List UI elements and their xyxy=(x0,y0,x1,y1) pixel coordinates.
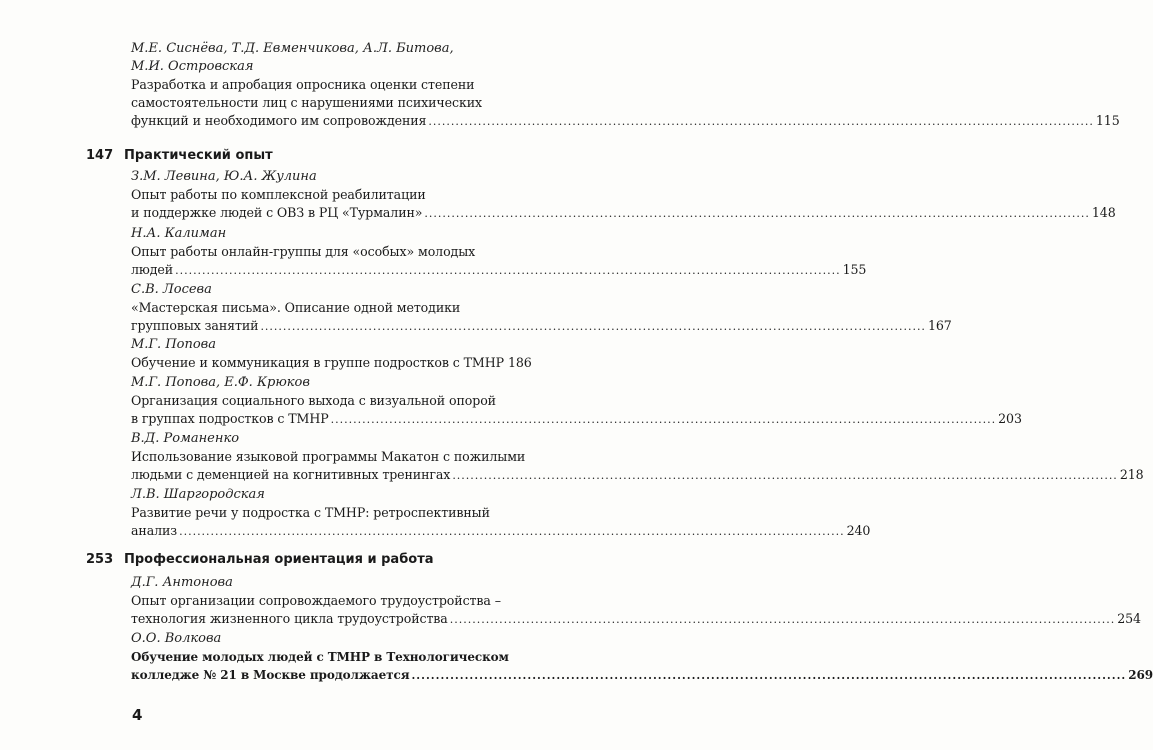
section-title: Профессиональная ориентация и работа xyxy=(124,552,434,567)
toc-entry[interactable] xyxy=(131,374,1022,429)
entry-title: Опыт работы по комплексной реабилитации xyxy=(131,187,426,202)
entry-title: Опыт организации сопровождаемого трудоустройства – xyxy=(131,593,501,608)
toc-entry[interactable] xyxy=(131,574,1141,629)
entry-title: колледже № 21 в Москве продолжается xyxy=(131,668,410,682)
entry-title-last-line xyxy=(131,466,1144,485)
entry-authors: М.Е. Сиснёва, Т.Д. Евменчикова, А.Л. Битова, xyxy=(131,41,454,56)
section-title: Практический опыт xyxy=(124,148,273,163)
entry-title: самостоятельности лиц с нарушениями психических xyxy=(131,95,483,110)
entry-title-last-line xyxy=(131,666,1153,685)
entry-page-number[interactable]: 240 xyxy=(846,523,871,538)
toc-entry[interactable] xyxy=(131,430,1144,485)
entry-title: Развитие речи у подростка с ТМНР: ретроспективный xyxy=(131,505,490,520)
entry-title: Обучение и коммуникация в группе подростков с ТМНР xyxy=(131,355,504,370)
dot-leader xyxy=(179,523,845,541)
entry-title: Обучение молодых людей с ТМНР в Технологическом xyxy=(131,650,509,664)
entry-title: анализ xyxy=(131,523,178,538)
toc-entry[interactable] xyxy=(131,486,871,541)
section-number: 147 xyxy=(86,148,114,163)
page-number: 4 xyxy=(132,706,143,724)
entry-title: технология жизненного цикла трудоустройства xyxy=(131,611,448,626)
entry-title-last-line xyxy=(131,354,532,373)
entry-title-last-line xyxy=(131,610,1141,629)
entry-page-number[interactable]: 115 xyxy=(1095,113,1120,128)
entry-title-last-line xyxy=(131,204,1116,223)
entry-authors: С.В. Лосева xyxy=(131,282,212,297)
entry-page-number[interactable]: 167 xyxy=(927,318,952,333)
entry-page-number[interactable]: 218 xyxy=(1119,467,1144,482)
dot-leader xyxy=(452,467,1118,485)
entry-page-number[interactable]: 186 xyxy=(507,355,532,370)
section-heading[interactable] xyxy=(86,551,434,569)
dot-leader xyxy=(175,262,841,280)
entry-title: людей xyxy=(131,262,174,277)
entry-authors: В.Д. Романенко xyxy=(131,431,240,446)
section-heading[interactable] xyxy=(86,147,273,165)
entry-authors: З.М. Левина, Ю.А. Жулина xyxy=(131,169,317,184)
entry-authors: М.И. Островская xyxy=(131,59,254,74)
entry-title-last-line xyxy=(131,410,1022,429)
entry-authors: Л.В. Шаргородская xyxy=(131,487,265,502)
toc-entry[interactable] xyxy=(131,281,952,336)
entry-title: в группах подростков с ТМНР xyxy=(131,411,329,426)
entry-title-last-line xyxy=(131,317,952,336)
entry-title: Использование языковой программы Макатон с пожилыми xyxy=(131,449,526,464)
entry-authors: О.О. Волкова xyxy=(131,631,222,646)
entry-title: Разработка и апробация опросника оценки степени xyxy=(131,77,475,92)
entry-title: «Мастерская письма». Описание одной методики xyxy=(131,300,461,315)
entry-title: функций и необходимого им сопровождения xyxy=(131,113,427,128)
entry-title: Опыт работы онлайн-группы для «особых» молодых xyxy=(131,244,476,259)
dot-leader xyxy=(411,667,1126,685)
entry-page-number[interactable]: 269 xyxy=(1128,668,1153,682)
entry-title: и поддержке людей с ОВЗ в РЦ «Турмалин» xyxy=(131,205,423,220)
entry-title: Организация социального выхода с визуальной опорой xyxy=(131,393,496,408)
dot-leader xyxy=(424,205,1090,223)
entry-authors: Д.Г. Антонова xyxy=(131,575,233,590)
entry-page-number[interactable]: 203 xyxy=(998,411,1022,426)
toc-entry[interactable] xyxy=(131,40,1120,131)
toc-entry[interactable] xyxy=(131,225,867,280)
entry-title-last-line xyxy=(131,112,1120,131)
entry-page-number[interactable]: 155 xyxy=(842,262,867,277)
entry-title: групповых занятий xyxy=(131,318,259,333)
toc-entry[interactable] xyxy=(131,336,532,373)
entry-title: людьми с деменцией на когнитивных тренингах xyxy=(131,467,451,482)
dot-leader xyxy=(331,411,997,429)
entry-title-last-line xyxy=(131,261,867,280)
entry-page-number[interactable]: 148 xyxy=(1091,205,1116,220)
section-number: 253 xyxy=(86,552,114,567)
dot-leader xyxy=(260,318,926,336)
paper-speck xyxy=(580,272,582,274)
dot-leader xyxy=(428,113,1094,131)
entry-page-number[interactable]: 254 xyxy=(1117,611,1141,626)
toc-entry[interactable] xyxy=(131,630,1153,685)
entry-authors: М.Г. Попова xyxy=(131,337,216,352)
entry-title-last-line xyxy=(131,522,871,541)
entry-authors: Н.А. Калиман xyxy=(131,226,227,241)
entry-authors: М.Г. Попова, Е.Ф. Крюков xyxy=(131,375,310,390)
dot-leader xyxy=(450,611,1116,629)
toc-entry[interactable] xyxy=(131,168,1116,223)
